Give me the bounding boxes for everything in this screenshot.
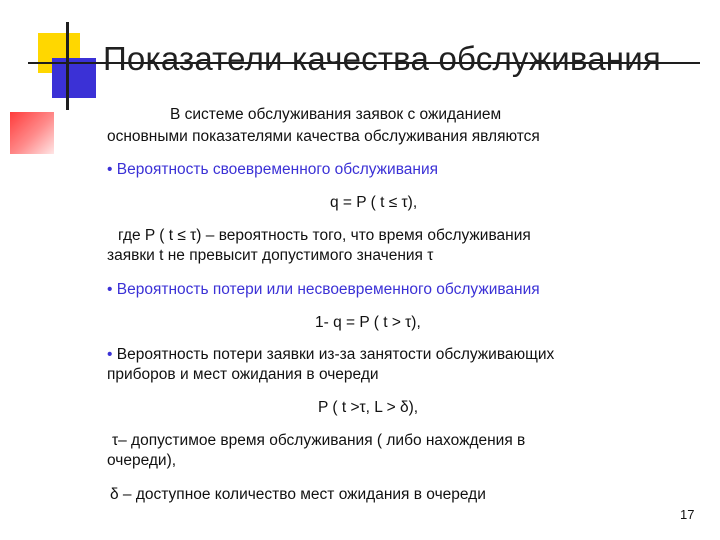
formula-1-q: 1- q = P ( t > τ),: [315, 314, 421, 331]
bullet-item-2: [107, 280, 540, 299]
intro-line-2: основными показателями качества обслуживания являются: [107, 128, 540, 145]
bullet-2-text: Вероятность потери или несвоевременного обслуживания: [116, 281, 540, 298]
intro-line-1: В системе обслуживания заявок с ожиданием: [170, 106, 502, 123]
slide-title: Показатели качества обслуживания: [103, 40, 661, 77]
bullet-item-3: [107, 345, 554, 364]
bullet-1-text: Вероятность своевременного обслуживания: [116, 161, 438, 178]
delta-definition: δ – доступное количество мест ожидания в очереди: [110, 486, 486, 503]
bullet-3-text-line-2: приборов и мест ожидания в очереди: [107, 366, 379, 383]
tau-definition-line-1: τ– допустимое время обслуживания ( либо нахождения в: [112, 432, 526, 449]
decor-blue-square: [52, 58, 96, 98]
bullet-marker: •: [107, 281, 113, 298]
where-line-2: заявки t не превысит допустимого значения τ: [107, 247, 434, 264]
decor-red-square: [10, 112, 54, 154]
bullet-item-1: [107, 160, 438, 179]
decor-vertical-rule: [66, 22, 69, 110]
tau-definition-line-2: очереди),: [107, 452, 177, 469]
where-line-1: где P ( t ≤ τ) – вероятность того, что время обслуживания: [118, 227, 531, 244]
formula-q: q = P ( t ≤ τ),: [330, 194, 418, 211]
formula-p: P ( t >τ, L > δ),: [318, 399, 419, 416]
bullet-marker: •: [107, 346, 113, 363]
page-number: 17: [680, 507, 695, 522]
bullet-3-text-line-1: Вероятность потери заявки из-за занятости обслуживающих: [116, 346, 555, 363]
bullet-marker: •: [107, 161, 113, 178]
